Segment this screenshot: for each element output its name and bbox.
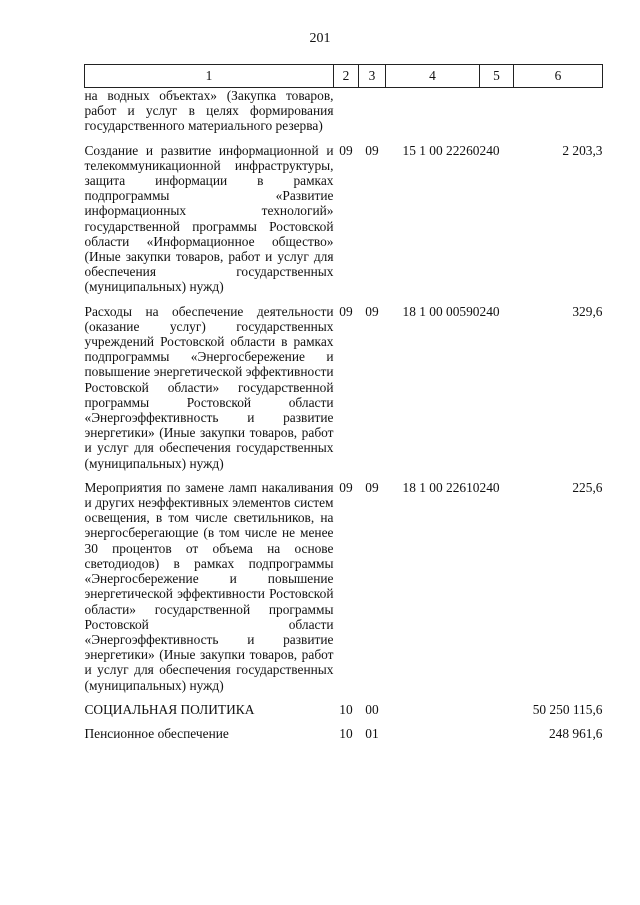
expense-type-code: 240 <box>479 479 500 495</box>
column-header-5: 5 <box>480 65 514 88</box>
table-row <box>85 143 603 295</box>
subsection-code: 00 <box>365 701 379 717</box>
row-description: Пенсионное обеспечение <box>84 725 229 741</box>
table-row <box>85 726 603 741</box>
target-article-code: 18 1 00 22610 <box>402 479 480 495</box>
section-code: 09 <box>339 303 353 319</box>
table-row <box>85 304 603 471</box>
amount: 225,6 <box>572 479 603 495</box>
row-spacer <box>85 693 603 702</box>
row-description: Создание и развитие информационной и телекоммуникационной инфраструктуры, защита информации в рамках подпрограммы «Развитие информационных технологий» государственной программы Ростовской области «Информационное общество» (Иные закупки товаров, работ и услуг для обеспечения государственных (муниципальных) нужд) <box>84 142 334 295</box>
column-header-3: 3 <box>359 65 386 88</box>
subsection-code: 09 <box>365 479 379 495</box>
target-article-code: 15 1 00 22260 <box>402 142 480 158</box>
subsection-code: 09 <box>365 303 379 319</box>
section-code: 09 <box>339 142 353 158</box>
row-description: на водных объектах» (Закупка товаров, работ и услуг в целях формирования государственного материального резерва) <box>84 88 334 134</box>
row-spacer <box>85 295 603 304</box>
row-description: Расходы на обеспечение деятельности (оказание услуг) государственных учреждений Ростовской области в рамках подпрограммы «Энергосбережение и повышение энергетической эффективности Ростовской области» государственной программы Ростовской области «Энергоэффективность и развитие энергетики» (Иные закупки товаров, работ и услуг для обеспечения государственных (муниципальных) нужд) <box>84 303 334 471</box>
table-row <box>85 88 603 134</box>
column-header-6: 6 <box>514 65 603 88</box>
page-number: 201 <box>309 31 331 46</box>
target-article-code <box>386 702 480 717</box>
expense-type-code <box>480 702 514 717</box>
row-spacer <box>85 717 603 726</box>
amount: 248 961,6 <box>548 725 603 741</box>
header-row <box>85 65 603 88</box>
table-row <box>85 480 603 693</box>
amount: 2 203,3 <box>562 142 603 158</box>
expense-type-code: 240 <box>479 142 500 158</box>
column-header-2: 2 <box>334 65 359 88</box>
row-description: Мероприятия по замене ламп накаливания и других неэффективных элементов систем освещения, в том числе светильников, на энергосберегающие (в том числе не менее 30 процентов от объема на основе светодиодов) в рамках подпрограммы «Энергосбережение и повышение энергетической эффективности Ростовской области» государственной программы Ростовской области «Энергоэффективность и развитие энергетики» (Иные закупки товаров, работ и услуг для обеспечения государственных (муниципальных) нужд) <box>84 479 334 693</box>
column-header-4: 4 <box>386 65 480 88</box>
section-code: 09 <box>339 479 353 495</box>
row-spacer <box>85 471 603 480</box>
target-article-code: 18 1 00 00590 <box>402 303 480 319</box>
expense-type-code <box>480 726 514 741</box>
row-description: СОЦИАЛЬНАЯ ПОЛИТИКА <box>84 701 255 717</box>
column-header-1: 1 <box>85 65 334 88</box>
subsection-code: 01 <box>365 725 379 741</box>
row-spacer <box>85 134 603 143</box>
section-code <box>334 88 359 134</box>
target-article-code <box>386 726 480 741</box>
expense-type-code <box>480 88 514 134</box>
table-row <box>85 702 603 717</box>
subsection-code: 09 <box>365 142 379 158</box>
target-article-code <box>386 88 480 134</box>
amount: 329,6 <box>572 303 603 319</box>
subsection-code <box>359 88 386 134</box>
amount <box>514 88 603 134</box>
section-code: 10 <box>339 701 353 717</box>
budget-table <box>84 64 603 741</box>
expense-type-code: 240 <box>479 303 500 319</box>
section-code: 10 <box>339 725 353 741</box>
amount: 50 250 115,6 <box>532 701 603 717</box>
